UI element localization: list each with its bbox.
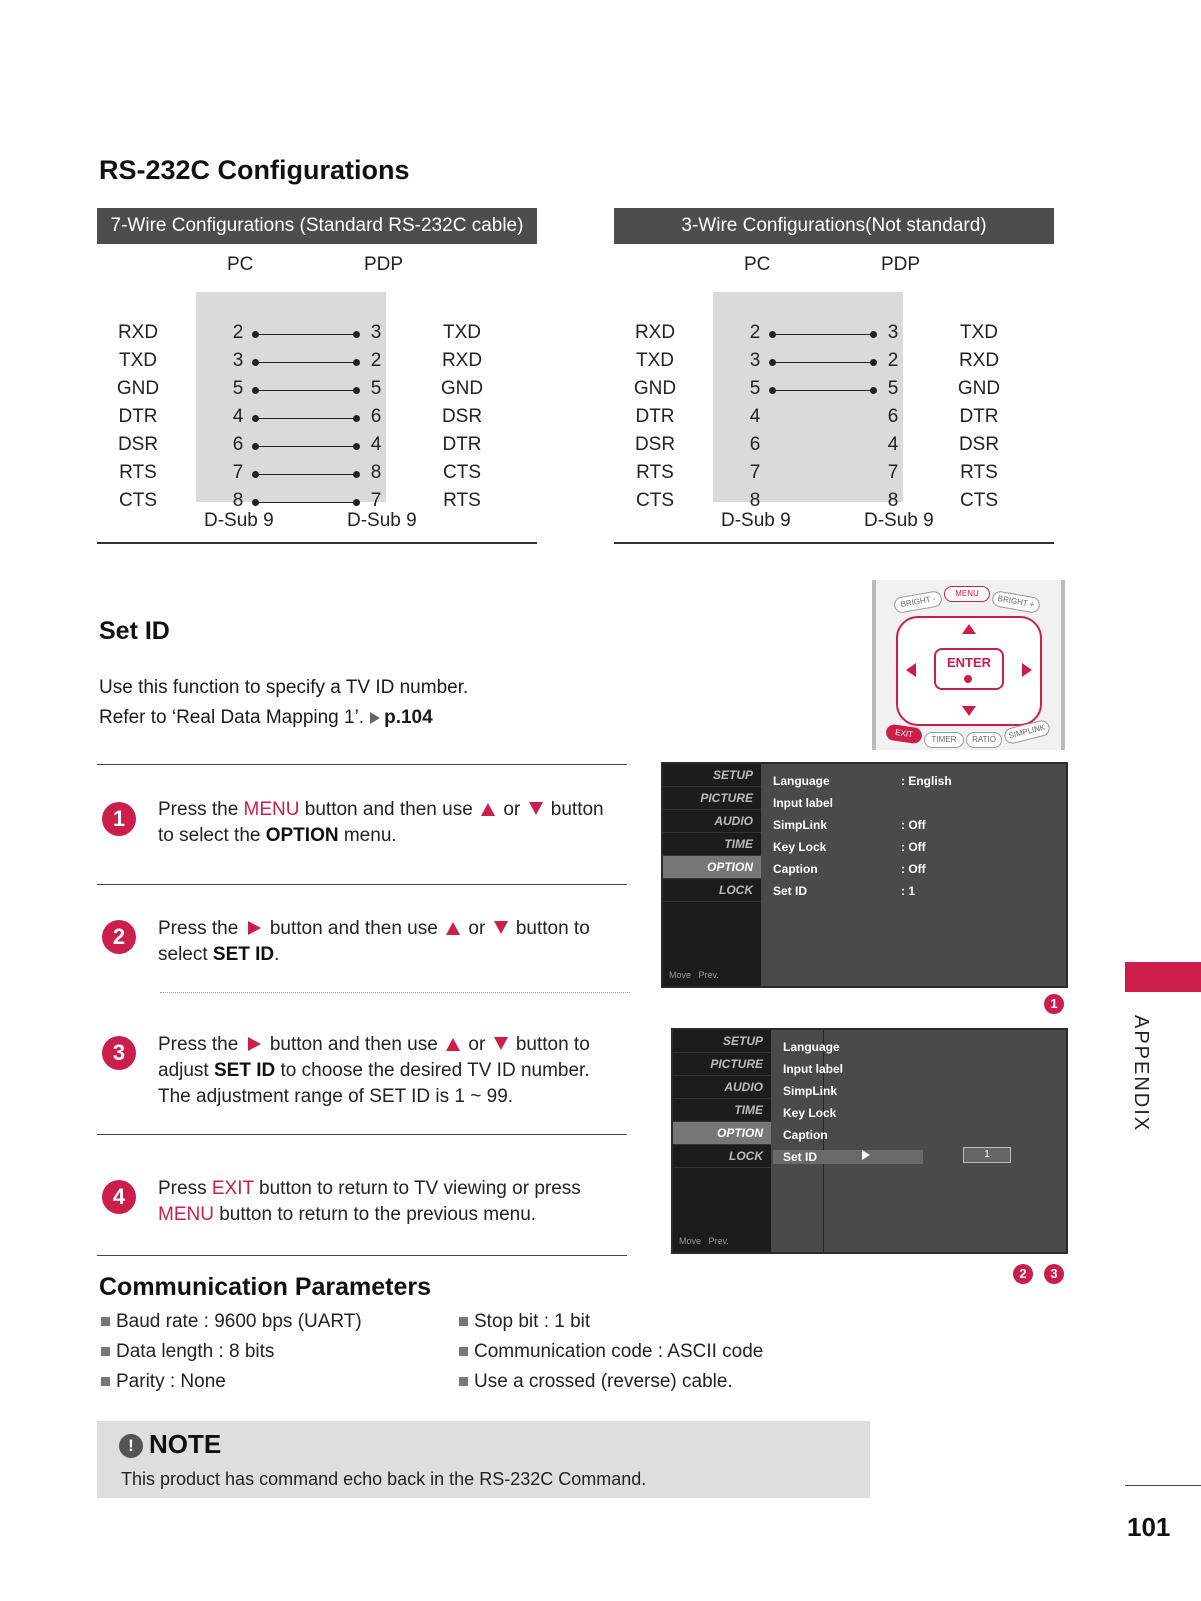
osd-option-label[interactable]: Input label — [773, 796, 833, 810]
osd-option-label[interactable]: Key Lock — [773, 840, 827, 854]
pin-dot — [769, 331, 776, 338]
screen-marker-2: 2 — [1013, 1264, 1033, 1284]
three-wire-diagram — [614, 244, 1054, 544]
bright-minus-button[interactable]: BRIGHT - — [893, 590, 943, 614]
bullet-icon — [459, 1317, 468, 1326]
osd-option-label[interactable]: Set ID — [773, 884, 808, 898]
step-divider — [97, 764, 627, 765]
connector-right: D-Sub 9 — [864, 510, 934, 531]
down-arrow-icon — [494, 921, 508, 934]
pc-pin: 4 — [749, 406, 761, 427]
comm-param: Data length : 8 bits — [101, 1341, 274, 1363]
pc-label: PC — [227, 254, 254, 275]
pc-pin: 4 — [232, 406, 244, 427]
osd-option-label[interactable]: Caption — [783, 1128, 828, 1142]
note-box — [97, 1421, 870, 1498]
pdp-signal: DSR — [958, 434, 1000, 455]
pc-pin: 6 — [232, 434, 244, 455]
comm-param: Stop bit : 1 bit — [459, 1311, 590, 1333]
simplink-button[interactable]: SIMPLINK — [1003, 719, 1052, 746]
step-dotted-divider — [160, 992, 630, 993]
osd-menu-setup[interactable]: SETUP — [663, 764, 761, 787]
down-arrow-icon — [494, 1037, 508, 1050]
pc-signal: RXD — [634, 322, 676, 343]
pdp-signal: RTS — [443, 490, 481, 511]
osd-menu-time[interactable]: TIME — [673, 1099, 771, 1122]
divider — [614, 542, 1054, 544]
pc-signal: RTS — [636, 462, 674, 483]
step-3-text: Press the button and then use or button to adjust SET ID to choose the desired TV ID number. The adjustment range of SET ID is 1 ~ 99. — [158, 1034, 590, 1107]
pin-dot — [769, 359, 776, 366]
submenu-arrow-icon — [862, 1150, 870, 1160]
pc-pin: 2 — [749, 322, 761, 343]
menu-keyword: MENU — [158, 1204, 214, 1225]
pdp-pin: 5 — [370, 378, 382, 399]
pin-dot — [252, 443, 259, 450]
step-1-text: Press the MENU button and then use or button to select the OPTION menu. — [158, 799, 604, 846]
three-wire-title: 3-Wire Configurations(Not standard) — [614, 208, 1054, 244]
pc-pin: 8 — [749, 490, 761, 511]
right-arrow-icon — [248, 1037, 261, 1051]
pdp-signal: GND — [440, 378, 484, 399]
comm-param: Use a crossed (reverse) cable. — [459, 1371, 733, 1393]
intro-ref-text: Refer to ‘Real Data Mapping 1’. — [99, 707, 365, 728]
comm-param: Parity : None — [101, 1371, 226, 1393]
screen-marker-1: 1 — [1044, 994, 1064, 1014]
connector-right: D-Sub 9 — [347, 510, 417, 531]
wire-line — [257, 474, 355, 475]
wire-line — [774, 334, 872, 335]
pin-dot — [353, 359, 360, 366]
pc-signal: RXD — [117, 322, 159, 343]
osd-menu-option[interactable]: OPTION — [663, 856, 761, 879]
divider — [97, 542, 537, 544]
step-divider — [97, 884, 627, 885]
osd-option-label[interactable]: SimpLink — [783, 1084, 838, 1098]
three-wire-config — [614, 208, 1054, 544]
pdp-signal: GND — [957, 378, 1001, 399]
nav-right-icon[interactable] — [1022, 663, 1032, 677]
pc-signal: GND — [633, 378, 677, 399]
pdp-pin: 3 — [887, 322, 899, 343]
pin-dot — [769, 387, 776, 394]
osd-menu-picture[interactable]: PICTURE — [673, 1053, 771, 1076]
remote-illustration — [872, 580, 1065, 750]
osd-option-label[interactable]: Language — [783, 1040, 840, 1054]
timer-button[interactable]: TIMER — [924, 732, 964, 748]
osd-menu-setup[interactable]: SETUP — [673, 1030, 771, 1053]
pdp-signal: CTS — [443, 462, 481, 483]
pc-pin: 3 — [749, 350, 761, 371]
pin-dot — [870, 387, 877, 394]
step-4-text: Press EXIT button to return to TV viewing or press MENU button to return to the previous menu. — [158, 1178, 581, 1225]
seven-wire-config — [97, 208, 537, 544]
pin-dot — [353, 443, 360, 450]
bright-plus-button[interactable]: BRIGHT + — [991, 590, 1041, 614]
pdp-pin: 4 — [887, 434, 899, 455]
osd-menu-time[interactable]: TIME — [663, 833, 761, 856]
osd-menu-picture[interactable]: PICTURE — [663, 787, 761, 810]
bullet-icon — [459, 1347, 468, 1356]
pin-dot — [353, 387, 360, 394]
osd-option-value: : Off — [901, 840, 926, 854]
pc-pin: 7 — [749, 462, 761, 483]
step-badge-3: 3 — [102, 1036, 136, 1070]
osd-option-value: : English — [901, 774, 952, 788]
pdp-pin: 2 — [370, 350, 382, 371]
pin-dot — [353, 499, 360, 506]
osd-side-menu — [673, 1030, 771, 1252]
pc-pin: 5 — [232, 378, 244, 399]
pdp-pin: 4 — [370, 434, 382, 455]
up-arrow-icon — [446, 922, 460, 935]
pin-dot — [252, 415, 259, 422]
wire-line — [774, 390, 872, 391]
enter-button[interactable] — [934, 648, 1004, 690]
pin-dot — [353, 331, 360, 338]
pin-dot — [252, 331, 259, 338]
pdp-pin: 6 — [887, 406, 899, 427]
osd-option-label[interactable]: Language — [773, 774, 830, 788]
page-ref: p.104 — [384, 707, 433, 728]
page-number-rule — [1125, 1485, 1201, 1486]
osd-menu-audio[interactable]: AUDIO — [663, 810, 761, 833]
osd-footer: Move Prev. — [669, 970, 719, 980]
comm-param: Communication code : ASCII code — [459, 1341, 763, 1363]
osd-footer: Move Prev. — [679, 1236, 729, 1246]
pc-signal: CTS — [636, 490, 674, 511]
wire-line — [257, 390, 355, 391]
connector-left: D-Sub 9 — [721, 510, 791, 531]
osd-option-label[interactable]: Key Lock — [783, 1106, 837, 1120]
pdp-pin: 8 — [887, 490, 899, 511]
nav-up-icon[interactable] — [962, 624, 976, 634]
nav-down-icon[interactable] — [962, 706, 976, 716]
pin-dot — [252, 499, 259, 506]
pdp-pin: 2 — [887, 350, 899, 371]
pc-pin: 8 — [232, 490, 244, 511]
seven-wire-title: 7-Wire Configurations (Standard RS-232C cable) — [97, 208, 537, 244]
pc-pin: 6 — [749, 434, 761, 455]
set-id-keyword: SET ID — [213, 1060, 276, 1081]
pc-signal: CTS — [119, 490, 157, 511]
step-divider — [97, 1134, 627, 1135]
menu-keyword: MENU — [243, 799, 300, 820]
pdp-signal: RXD — [441, 350, 483, 371]
set-id-value-box[interactable]: 1 — [963, 1147, 1011, 1163]
pdp-label: PDP — [364, 254, 404, 275]
osd-option-value: : Off — [901, 818, 926, 832]
page-number: 101 — [1127, 1512, 1171, 1542]
pdp-signal: CTS — [960, 490, 998, 511]
exit-keyword: EXIT — [211, 1178, 254, 1199]
wire-line — [257, 334, 355, 335]
pdp-pin: 7 — [887, 462, 899, 483]
enter-label: ENTER — [946, 655, 992, 670]
osd-set-id-menu — [671, 1028, 1068, 1254]
pdp-pin: 5 — [887, 378, 899, 399]
screen-marker-3: 3 — [1044, 1264, 1064, 1284]
pin-dot — [353, 471, 360, 478]
appendix-tab — [1125, 962, 1201, 992]
pin-dot — [252, 387, 259, 394]
note-title: ! NOTE — [119, 1429, 221, 1460]
pdp-signal: TXD — [443, 322, 481, 343]
comm-heading: Communication Parameters — [99, 1273, 432, 1301]
pdp-pin: 8 — [370, 462, 382, 483]
pin-dot — [870, 331, 877, 338]
step-badge-1: 1 — [102, 802, 136, 836]
pc-pin: 2 — [232, 322, 244, 343]
pdp-signal: DSR — [441, 406, 483, 427]
enter-dot-icon — [964, 675, 972, 683]
intro-line-2 — [99, 703, 468, 733]
step-badge-2: 2 — [102, 920, 136, 954]
up-arrow-icon — [481, 803, 495, 816]
nav-pad — [896, 616, 1042, 726]
pc-label: PC — [744, 254, 771, 275]
pc-signal: TXD — [119, 350, 157, 371]
pdp-signal: TXD — [960, 322, 998, 343]
pin-dot — [252, 359, 259, 366]
osd-menu-lock[interactable]: LOCK — [673, 1145, 771, 1168]
osd-option-label[interactable]: Input label — [783, 1062, 843, 1076]
pdp-signal: RTS — [960, 462, 998, 483]
osd-menu-option[interactable]: OPTION — [673, 1122, 771, 1145]
bullet-icon — [101, 1347, 110, 1356]
pdp-label: PDP — [881, 254, 921, 275]
ratio-button[interactable]: RATIO — [966, 732, 1002, 748]
wire-line — [257, 446, 355, 447]
pc-signal: RTS — [119, 462, 157, 483]
pdp-signal: DTR — [959, 406, 999, 427]
seven-wire-diagram — [97, 244, 537, 544]
pc-pin: 3 — [232, 350, 244, 371]
osd-menu-audio[interactable]: AUDIO — [673, 1076, 771, 1099]
osd-set-id-selected[interactable]: Set ID — [773, 1150, 923, 1164]
osd-option-label[interactable]: SimpLink — [773, 818, 828, 832]
pin-box — [713, 292, 903, 502]
menu-button[interactable]: MENU — [944, 586, 990, 602]
pc-signal: DSR — [634, 434, 676, 455]
pdp-pin: 3 — [370, 322, 382, 343]
pin-dot — [252, 471, 259, 478]
down-arrow-icon — [529, 802, 543, 815]
pdp-signal: DTR — [442, 434, 482, 455]
note-text: This product has command echo back in the RS-232C Command. — [121, 1469, 647, 1489]
nav-left-icon[interactable] — [906, 663, 916, 677]
step-badge-4: 4 — [102, 1180, 136, 1214]
intro-line-1: Use this function to specify a TV ID number. — [99, 677, 469, 698]
bullet-icon — [101, 1377, 110, 1386]
bullet-icon — [101, 1317, 110, 1326]
osd-option-value: : 1 — [901, 884, 916, 898]
wire-line — [774, 362, 872, 363]
set-id-heading: Set ID — [99, 617, 170, 645]
comm-param: Baud rate : 9600 bps (UART) — [101, 1311, 362, 1333]
set-id-keyword: SET ID — [212, 944, 275, 965]
osd-side-menu — [663, 764, 761, 986]
pc-pin: 5 — [749, 378, 761, 399]
exit-button[interactable]: EXIT — [885, 724, 923, 745]
pc-signal: DTR — [118, 406, 158, 427]
page-ref-arrow-icon — [370, 712, 380, 724]
up-arrow-icon — [446, 1038, 460, 1051]
pdp-pin: 7 — [370, 490, 382, 511]
set-id-intro — [99, 673, 468, 733]
bullet-icon — [459, 1377, 468, 1386]
connector-left: D-Sub 9 — [204, 510, 274, 531]
appendix-label: APPENDIX — [1130, 1015, 1152, 1133]
pc-signal: DTR — [635, 406, 675, 427]
pin-dot — [353, 415, 360, 422]
wire-line — [257, 362, 355, 363]
pdp-pin: 6 — [370, 406, 382, 427]
option-keyword: OPTION — [265, 825, 339, 846]
pin-dot — [870, 359, 877, 366]
step-divider — [97, 1255, 627, 1256]
pc-signal: DSR — [117, 434, 159, 455]
wire-line — [257, 502, 355, 503]
right-arrow-icon — [248, 921, 261, 935]
step-2-text: Press the button and then use or button to select SET ID. — [158, 918, 590, 965]
wire-line — [257, 418, 355, 419]
osd-option-value: : Off — [901, 862, 926, 876]
page-title: RS-232C Configurations — [99, 155, 410, 185]
osd-option-label[interactable]: Caption — [773, 862, 818, 876]
pc-signal: GND — [116, 378, 160, 399]
pc-signal: TXD — [636, 350, 674, 371]
osd-menu-lock[interactable]: LOCK — [663, 879, 761, 902]
note-alert-icon: ! — [119, 1434, 143, 1458]
osd-option-menu — [661, 762, 1068, 988]
pc-pin: 7 — [232, 462, 244, 483]
pdp-signal: RXD — [958, 350, 1000, 371]
